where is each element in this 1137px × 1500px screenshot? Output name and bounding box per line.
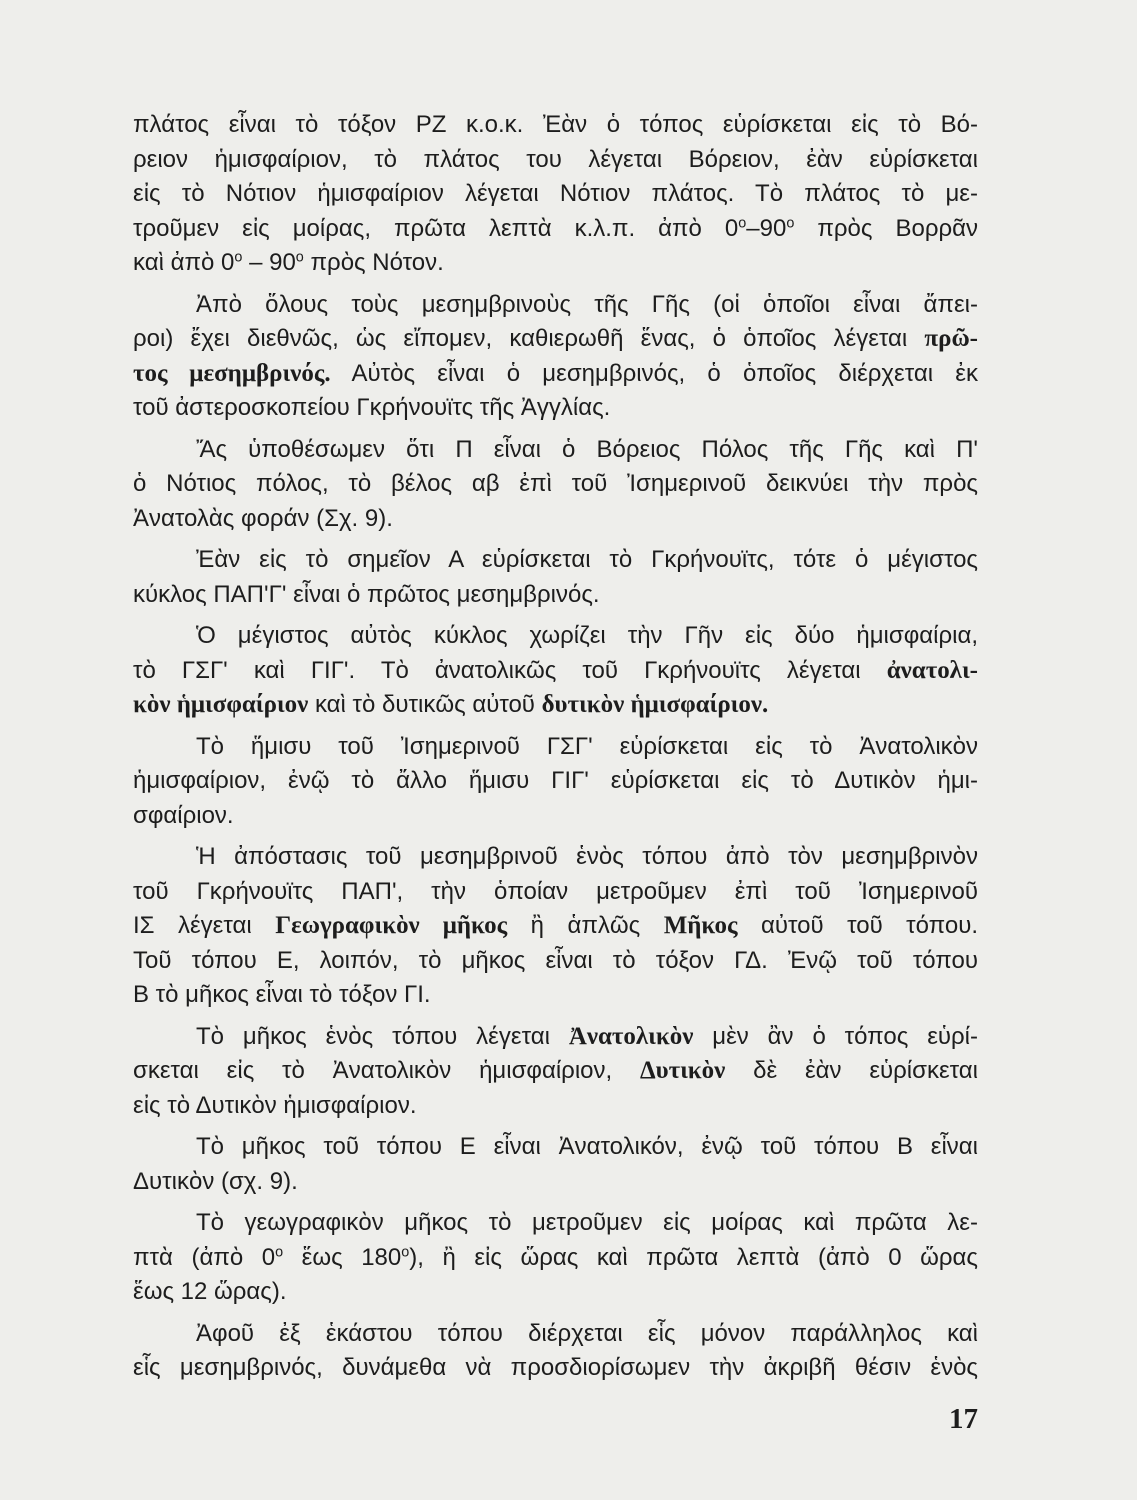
- paragraph: [133, 730, 978, 834]
- text-run: σκεται εἰς τὸ Ἀνατολικὸν ἡμισφαίριον,: [133, 1057, 640, 1084]
- degree-superscript: ο: [401, 1243, 410, 1260]
- paragraph: [133, 619, 978, 723]
- text-run: δὲ ἐὰν εὑρίσκεται: [725, 1057, 978, 1084]
- text-run: Αὐτὸς εἶναι ὁ μεσημβρινός, ὁ ὁποῖος διέρχεται ἐκ: [330, 359, 978, 387]
- text-line: [133, 1317, 978, 1352]
- text-line: [133, 799, 978, 834]
- bold-term: ἀνατολι-: [886, 656, 978, 684]
- text-line: [133, 944, 978, 979]
- bold-term: δυτικὸν ἡμισφαίριον.: [541, 691, 769, 718]
- degree-superscript: ο: [234, 249, 243, 266]
- text-line: [133, 1089, 978, 1124]
- text-run: Β τὸ μῆκος εἶναι τὸ τόξον ΓΙ.: [133, 981, 431, 1008]
- text-run: ἕως 12 ὥρας).: [133, 1278, 287, 1305]
- text-run: Ἄς ὑποθέσωμεν ὅτι Π εἶναι ὁ Βόρειος Πόλος τῆς Γῆς καὶ Π': [196, 435, 978, 463]
- text-run: εἰς τὸ Νότιον ἡμισφαίριον λέγεται Νότιον πλάτος. Τὸ πλάτος τὸ με-: [133, 180, 978, 207]
- bold-term: πρῶ-: [924, 325, 978, 352]
- text-run: ρειον ἡμισφαίριον, τὸ πλάτος του λέγεται Βόρειον, ἐὰν εὑρίσκεται: [133, 145, 978, 173]
- text-run: Τὸ γεωγραφικὸν μῆκος τὸ μετροῦμεν εἰς μοίρας καὶ πρῶτα λε-: [196, 1209, 978, 1236]
- page-number: 17: [949, 1403, 978, 1435]
- text-line: [133, 108, 978, 143]
- text-run: πλάτος εἶναι τὸ τόξον ΡΖ κ.ο.κ. Ἐὰν ὁ τόπος εὑρίσκεται εἰς τὸ Βό-: [133, 111, 978, 138]
- text-line: [133, 1020, 978, 1055]
- text-line: [133, 433, 978, 468]
- text-run: πτὰ (ἀπὸ 0: [133, 1243, 276, 1271]
- paragraph: [133, 433, 978, 537]
- paragraph: [133, 288, 978, 426]
- text-line: [133, 467, 978, 502]
- text-line: [133, 619, 978, 654]
- text-run: αὐτοῦ τοῦ τόπου.: [737, 912, 979, 939]
- text-run: εἷς μεσημβρινός, δυνάμεθα νὰ προσδιορίσωμεν τὴν ἀκριβῆ θέσιν ἑνὸς: [133, 1354, 978, 1381]
- text-run: Τὸ μῆκος τοῦ τόπου Ε εἶναι Ἀνατολικόν, ἐνῷ τοῦ τόπου Β εἶναι: [196, 1133, 978, 1160]
- text-run: ἡμισφαίριον, ἐνῷ τὸ ἄλλο ἥμισυ ΓΙΓ' εὑρίσκεται εἰς τὸ Δυτικὸν ἡμι-: [133, 767, 978, 794]
- text-line: [133, 357, 978, 392]
- text-run: Τὸ μῆκος ἑνὸς τόπου λέγεται: [196, 1022, 569, 1050]
- degree-superscript: ο: [275, 1243, 284, 1260]
- text-line: [133, 1165, 978, 1200]
- bold-term: τος μεσημβρινός.: [133, 359, 331, 387]
- text-run: –90: [746, 214, 787, 242]
- text-run: Ὁ μέγιστος αὐτὸς κύκλος χωρίζει τὴν Γῆν εἰς δύο ἡμισφαίρια,: [196, 622, 978, 649]
- text-run: τροῦμεν εἰς μοίρας, πρῶτα λεπτὰ κ.λ.π. ἀπὸ 0: [133, 214, 739, 242]
- text-run: Δυτικὸν (σχ. 9).: [133, 1167, 298, 1195]
- text-run: Ἀνατολὰς φοράν (Σχ. 9).: [133, 504, 393, 532]
- text-line: [133, 1275, 978, 1310]
- text-run: ἕως 180: [283, 1243, 402, 1271]
- text-line: [133, 654, 978, 689]
- text-run: πρὸς Βορρᾶν: [794, 214, 978, 242]
- text-run: εἰς τὸ Δυτικὸν ἡμισφαίριον.: [133, 1091, 417, 1119]
- text-line: [133, 391, 978, 426]
- text-line: [133, 688, 978, 723]
- text-line: [133, 1206, 978, 1241]
- text-run: τὸ ΓΣΓ' καὶ ΓΙΓ'. Τὸ ἀνατολικῶς τοῦ Γκρήνουϊτς λέγεται: [133, 656, 887, 684]
- text-run: πρὸς Νότον.: [303, 249, 444, 276]
- text-line: [133, 212, 978, 247]
- text-line: [133, 543, 978, 578]
- text-line: [133, 840, 978, 875]
- text-line: [133, 288, 978, 323]
- text-run: Τοῦ τόπου Ε, λοιπόν, τὸ μῆκος εἶναι τὸ τόξον ΓΔ. Ἐνῷ τοῦ τόπου: [133, 946, 978, 974]
- text-run: καὶ ἀπὸ 0: [133, 249, 235, 276]
- degree-superscript: ο: [295, 249, 304, 266]
- degree-superscript: ο: [786, 214, 795, 231]
- degree-superscript: ο: [738, 214, 747, 231]
- text-line: [133, 578, 978, 613]
- text-line: [133, 1130, 978, 1165]
- bold-term: Μῆκος: [663, 912, 738, 939]
- text-line: [133, 978, 978, 1013]
- text-run: ), ἢ εἰς ὥρας καὶ πρῶτα λεπτὰ (ἀπὸ 0 ὥρας: [409, 1243, 978, 1271]
- text-run: ἢ ἁπλῶς: [507, 912, 664, 939]
- text-line: [133, 502, 978, 537]
- text-run: Ἀπὸ ὅλους τοὺς μεσημβρινοὺς τῆς Γῆς (οἱ ὁποῖοι εἶναι ἄπει-: [196, 290, 978, 318]
- text-line: [133, 730, 978, 765]
- text-run: τοῦ ἀστεροσκοπείου Γκρήνουϊτς τῆς Ἀγγλίας.: [133, 394, 611, 421]
- paragraph: [133, 543, 978, 612]
- text-run: καὶ τὸ δυτικῶς αὐτοῦ: [308, 691, 542, 718]
- text-line: [133, 1241, 978, 1276]
- bold-term: Δυτικὸν: [639, 1057, 726, 1084]
- text-run: ΙΣ λέγεται: [133, 912, 276, 939]
- text-run: ροι) ἔχει διεθνῶς, ὡς εἴπομεν, καθιερωθῆ ἕνας, ὁ ὁποῖος λέγεται: [133, 325, 925, 352]
- text-run: ὁ Νότιος πόλος, τὸ βέλος αβ ἐπὶ τοῦ Ἰσημερινοῦ δεικνύει τὴν πρὸς: [133, 470, 978, 497]
- text-line: [133, 764, 978, 799]
- text-run: σφαίριον.: [133, 801, 234, 829]
- paragraph: [133, 1020, 978, 1124]
- text-run: Ἀφοῦ ἐξ ἑκάστου τόπου διέρχεται εἷς μόνον παράλληλος καὶ: [196, 1319, 978, 1347]
- text-run: Τὸ ἥμισυ τοῦ Ἰσημερινοῦ ΓΣΓ' εὑρίσκεται εἰς τὸ Ἀνατολικὸν: [196, 732, 978, 760]
- text-run: Ἡ ἀπόστασις τοῦ μεσημβρινοῦ ἑνὸς τόπου ἀπὸ τὸν μεσημβρινὸν: [196, 843, 978, 870]
- text-run: κύκλος ΠΑΠ'Γ' εἶναι ὁ πρῶτος μεσημβρινός.: [133, 580, 600, 608]
- paragraph: [133, 840, 978, 1013]
- bold-term: Ἀνατολικὸν: [568, 1022, 694, 1050]
- paragraph: [133, 1130, 978, 1199]
- bold-term: κὸν ἡμισφαίριον: [133, 691, 309, 718]
- text-line: [133, 322, 978, 357]
- text-line: [133, 1351, 978, 1386]
- text-run: τοῦ Γκρήνουϊτς ΠΑΠ', τὴν ὁποίαν μετροῦμεν ἐπὶ τοῦ Ἰσημερινοῦ: [133, 877, 978, 905]
- text-run: Ἐὰν εἰς τὸ σημεῖον Α εὑρίσκεται τὸ Γκρήνουϊτς, τότε ὁ μέγιστος: [196, 546, 978, 573]
- paragraph: [133, 1317, 978, 1386]
- text-run: – 90: [242, 249, 296, 276]
- text-line: [133, 875, 978, 910]
- text-line: [133, 1054, 978, 1089]
- text-line: [133, 909, 978, 944]
- text-run: μὲν ἂν ὁ τόπος εὑρί-: [693, 1022, 978, 1050]
- text-line: [133, 143, 978, 178]
- text-line: [133, 246, 978, 281]
- paragraph: [133, 108, 978, 281]
- paragraph: [133, 1206, 978, 1310]
- text-body: [133, 108, 978, 1393]
- text-line: [133, 177, 978, 212]
- bold-term: Γεωγραφικὸν μῆκος: [275, 912, 508, 939]
